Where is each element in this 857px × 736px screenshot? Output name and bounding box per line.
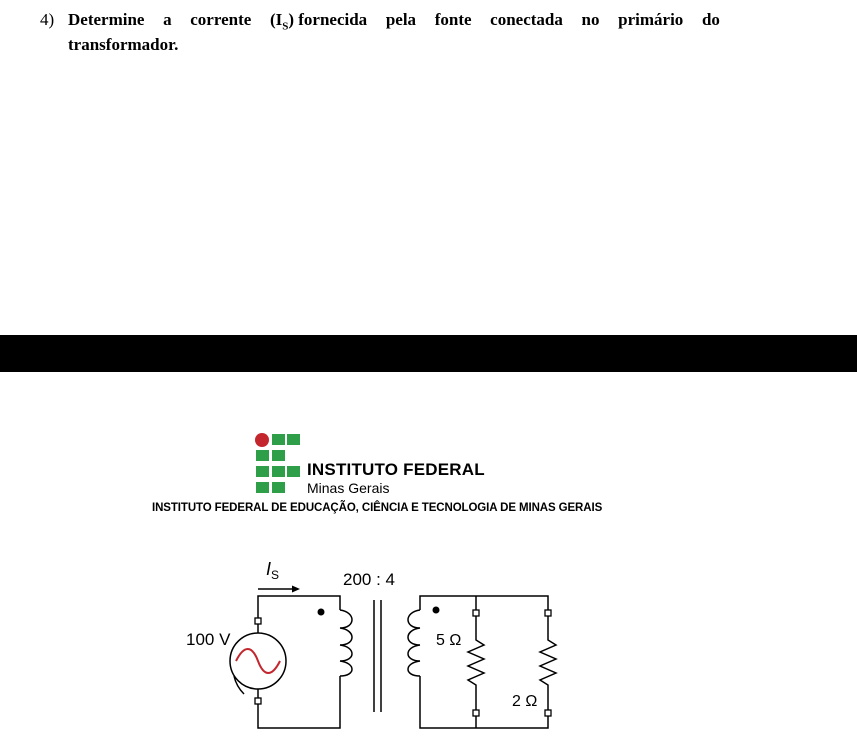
secondary-wire-top — [420, 596, 548, 610]
institute-title: INSTITUTO FEDERAL — [307, 460, 485, 479]
current-symbol: $(I_S)$ fornecida — [269, 10, 368, 33]
terminal — [473, 610, 479, 616]
current-label: $I_S$ — [266, 559, 280, 582]
source-voltage-label: 100 V — [186, 630, 231, 649]
secondary-coil — [408, 610, 420, 676]
word: Determine — [68, 10, 145, 29]
turns-ratio-label: 200 : 4 — [343, 570, 395, 589]
word: a — [163, 10, 172, 29]
word: no — [581, 10, 600, 29]
terminal — [545, 710, 551, 716]
resistor2-label: 2 Ω — [512, 693, 538, 710]
word: conectada — [490, 10, 563, 29]
word: pela — [385, 10, 417, 29]
word: corrente — [190, 10, 252, 29]
institute-full-name: INSTITUTO FEDERAL DE EDUCAÇÃO, CIÊNCIA E TECNOLOGIA DE MINAS GERAIS — [152, 502, 603, 514]
resistor-5-ohm — [468, 616, 484, 710]
current-arrow-head — [292, 586, 300, 593]
primary-wire-bottom — [258, 676, 340, 728]
terminal — [545, 610, 551, 616]
word: fonte — [434, 10, 472, 29]
question-line-2: transformador. — [68, 35, 179, 54]
word: do — [701, 10, 720, 29]
resistor-2-ohm — [540, 616, 556, 710]
terminal — [255, 698, 261, 704]
terminal — [255, 618, 261, 624]
question-number: 4) — [40, 10, 55, 29]
institute-subtitle: Minas Gerais — [307, 480, 390, 496]
polarity-dot-primary — [318, 609, 325, 616]
primary-wire-top — [258, 596, 340, 618]
resistor1-label: 5 Ω — [436, 632, 462, 649]
sine-wave-icon — [236, 649, 280, 673]
terminal — [473, 710, 479, 716]
polarity-dot-secondary — [433, 607, 440, 614]
primary-coil — [340, 610, 352, 676]
word: primário — [618, 10, 684, 29]
